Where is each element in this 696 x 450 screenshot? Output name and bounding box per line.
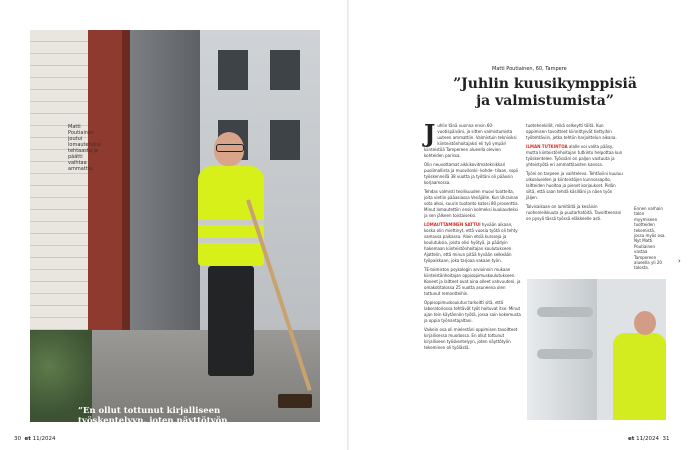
paragraph: Oppisopimuskoulutus tarkoitti sitä, että laboratoriossa tehtävät työt hoituvat itse. Minut ajan tein käytännön työtä, jossa sain kokemusta ja oppia työnantajaltani. xyxy=(424,300,521,323)
reflective-stripe xyxy=(198,238,264,243)
issue-right: 11/2024 xyxy=(636,436,659,442)
building-window xyxy=(218,50,248,90)
pipe xyxy=(537,307,593,317)
continue-arrow-icon: › xyxy=(678,257,681,265)
man-trousers xyxy=(208,266,254,376)
magazine-logo-right: et xyxy=(628,436,635,442)
headline-line-1: ”Juhlin kuusikymppisiä xyxy=(453,76,637,92)
drop-cap: J xyxy=(424,119,436,148)
paragraph: Tehdas valmisti teollisuuden muovi tuotteita, joita vietiin pääasiassa Venäjälle. Kun Ukrainan sota alkoi, suurin tuotanto katosi 80 prosenttia. Minut lomautettiin ensin kolmeksi kuukaudeksi ja sen jälkeen toistaiseksi. xyxy=(424,189,519,218)
portrait-photo xyxy=(30,30,320,436)
workshop-photo xyxy=(527,279,666,420)
paragraph xyxy=(424,119,521,159)
body-column-1 xyxy=(424,119,521,354)
building-window xyxy=(270,50,300,90)
paragraph xyxy=(526,144,623,168)
paragraph: Olin neuvottamat aikkikovitmateknikkari puolimallista ja muovilonki- kohde- tilaan, sopii työskennellä 38 vuotta ja työtäni oli pääosin korjaamossa. xyxy=(424,162,519,185)
subheading: ILMAN TUTKINTOA xyxy=(526,144,568,149)
photo-caption-left: Matti Poutiainen joutui lomautetuksi tehtaasta ja päätti vaihtaa ammattia. xyxy=(68,124,101,172)
pipe xyxy=(537,349,593,359)
paragraph-text: alalle voi valita pääsy, mutta kiinteistönhoitajan tutkinto helpottaa kun työskentelee. Työssäni on paljon vastuuta ja yhteistyötä eri ammattilaisten kanssa. xyxy=(526,144,623,167)
byline: Matti Poutiainen, 60, Tampere xyxy=(492,66,567,72)
page-number-right: 31 xyxy=(662,436,670,442)
headline-line-2: ja valmistumista” xyxy=(476,93,614,109)
page-gutter xyxy=(347,0,349,450)
magazine-logo-left: et xyxy=(24,436,31,442)
glasses xyxy=(216,144,244,152)
man-head xyxy=(634,311,656,335)
issue-left: 11/2024 xyxy=(32,436,56,442)
paragraph: TE-toimiston psykologin arvioinnin mukaan kiinteistönhoitajan oppisopimuskoulutukseen. Koneet ja laitteet ovat aina olleet vahvuuteni, ja omakotitalossa 25 vuotta asuneena olen tottunut remontteihin. xyxy=(424,267,521,296)
footer-right xyxy=(628,436,669,442)
photo-caption-right: Ennen varhain talon myymiseen tuotteiden tekemistä, jossa myös osa. Nyt Matti Poutiainen vastaa Tampereen alueella yli 20 talosta. xyxy=(634,206,666,271)
body-column-2 xyxy=(526,123,623,225)
paragraph: Työni on tarpeen ja vaihteleva. Tehtäviini kuuluu ulkoalueiden ja kiinteistöjen kunnossapito, laitteiden huoltoa ja pienet korjaukset. Pidän siitä, että saan tehdä käsilläni ja näen työn jäljen. xyxy=(526,171,623,200)
article-headline xyxy=(430,76,660,110)
paragraph: tuotehenkilöt, mikä selkeytti töitä. Kun oppimisen tavoitteet kiinnittyivät tiettyihin työtehtäviin, jotka tehtiin harjoittelun aikana. xyxy=(526,123,617,140)
red-door-frame-edge xyxy=(122,30,130,360)
red-door-frame xyxy=(88,30,122,360)
glass-window xyxy=(130,30,200,360)
paragraph: Talvisaikaan on lumitöitä ja kesäisin ruohonleikkuuta ja puutarhatöitä. Tavoitteenani on pysyä tässä työssä eläkkeelle asti. xyxy=(526,204,622,221)
paragraph xyxy=(424,222,521,264)
pull-quote: ”En ollut tottunut kirjalliseen työskentelyyn, joten näyttötyön tekeminen oli työlästä.” xyxy=(78,406,228,436)
paragraph-text: uhlin tänä vuonna ensin 60-vuotispäiväni, ja sitten valmistumista uuteen ammattiin. Valmistuin teknisiksi kiinteistönhoitajaksi eli työ ympäri kiinteistöä Tampereen alueella olevien kohteiden parissa. xyxy=(424,123,517,158)
page-number-left: 30 xyxy=(14,436,21,442)
paragraph: Vaikein osa oli mielestäni oppimisen tavoitteet kirjallisessa muodossa. En ollut tottunut kirjalliseen työskentelyyn, joten näyttötyön tekeminen oli työlästä. xyxy=(424,327,518,350)
paragraph-text: hyvään aikaan, koska olin miettinyt, että vuosia työtä oli tehty samassa paikassa. Aloin etsiä kursseja ja koulutuksia, joista olisi hyötyä, ja päädyin hakemaan kiinteistönhoitajan koulutukseen. Ajattelin, että minun pitää hyvään selkeään työpaikkaan, joka tarjoaa vakaan työn. xyxy=(424,222,518,263)
subheading: LOMAUTTAMINEN SATTUI xyxy=(424,222,481,227)
building-window xyxy=(270,120,300,160)
footer-left xyxy=(14,436,55,442)
hi-vis-jacket xyxy=(613,333,666,420)
broom-head xyxy=(278,394,312,408)
